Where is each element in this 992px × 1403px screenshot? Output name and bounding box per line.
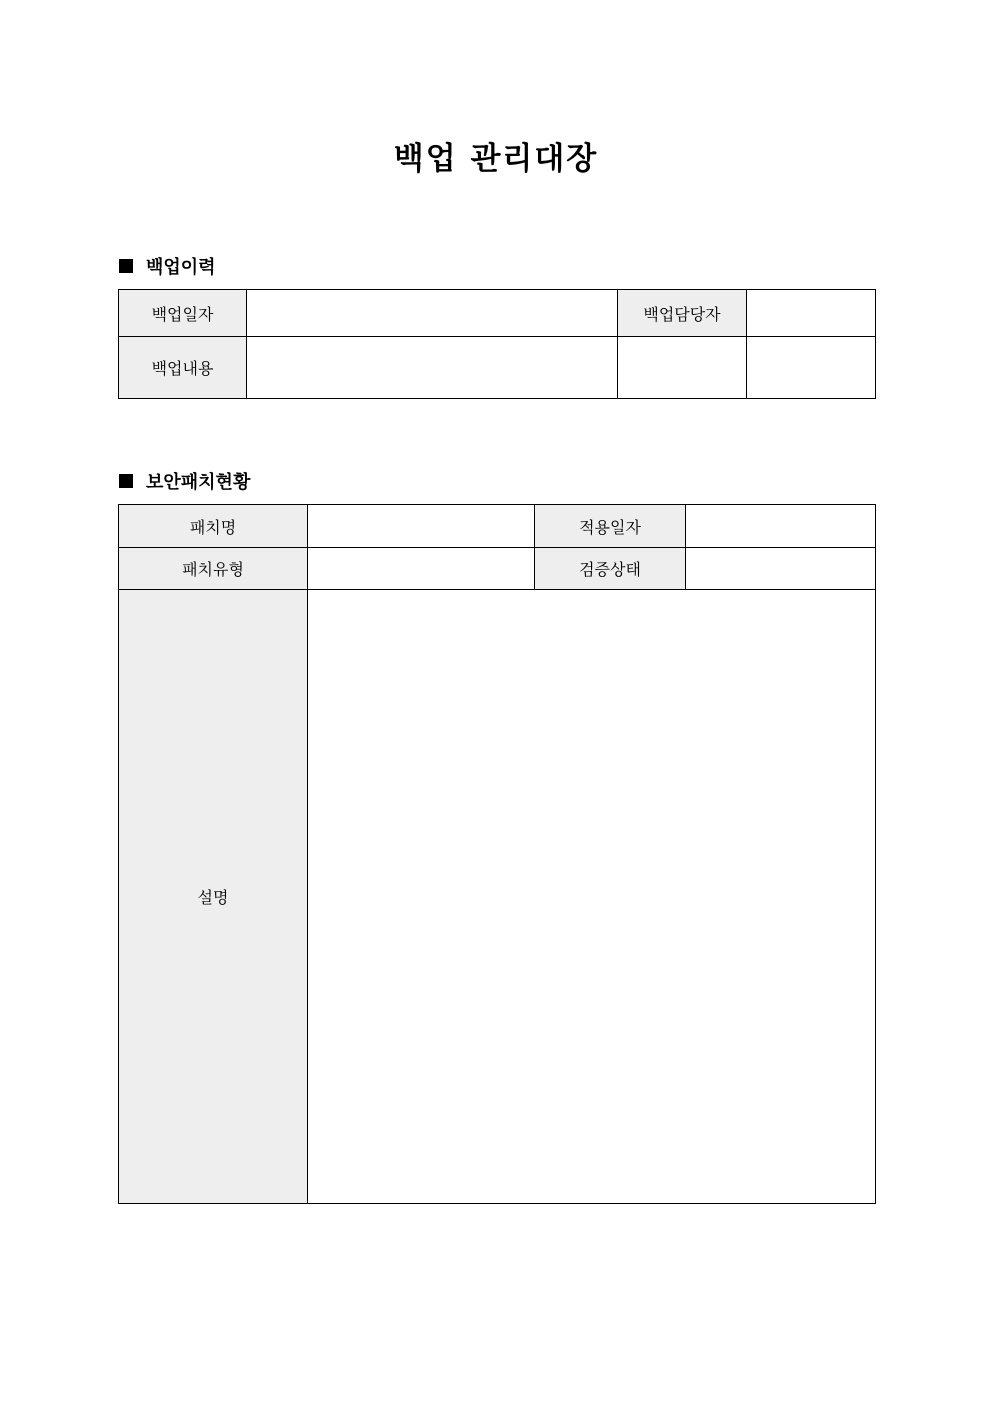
description-label: 설명	[119, 590, 308, 1204]
section-heading-label: 백업이력	[146, 257, 216, 278]
square-bullet-icon	[119, 474, 133, 488]
section-heading-backup-history	[119, 253, 216, 279]
table-row	[119, 548, 876, 590]
backup-content-field[interactable]	[247, 337, 618, 399]
section-heading-label: 보안패치현황	[146, 472, 251, 493]
apply-date-label: 적용일자	[535, 505, 686, 548]
backup-extra-field-2[interactable]	[747, 337, 876, 399]
patch-type-label: 패치유형	[119, 548, 308, 590]
backup-date-label: 백업일자	[119, 290, 247, 337]
backup-manager-field[interactable]	[747, 290, 876, 337]
table-row	[119, 505, 876, 548]
table-row	[119, 337, 876, 399]
backup-date-field[interactable]	[247, 290, 618, 337]
patch-name-field[interactable]	[308, 505, 535, 548]
apply-date-field[interactable]	[686, 505, 876, 548]
backup-extra-field-1[interactable]	[618, 337, 747, 399]
backup-content-label: 백업내용	[119, 337, 247, 399]
verification-status-field[interactable]	[686, 548, 876, 590]
section-heading-patch-status	[119, 468, 250, 494]
patch-status-table	[118, 504, 876, 1204]
page-title: 백업 관리대장	[393, 141, 599, 177]
backup-history-table	[118, 289, 876, 399]
description-field[interactable]	[308, 590, 876, 1204]
backup-manager-label: 백업담당자	[618, 290, 747, 337]
table-row	[119, 290, 876, 337]
patch-name-label: 패치명	[119, 505, 308, 548]
verification-status-label: 검증상태	[535, 548, 686, 590]
patch-type-field[interactable]	[308, 548, 535, 590]
table-row	[119, 590, 876, 1204]
square-bullet-icon	[119, 259, 133, 273]
